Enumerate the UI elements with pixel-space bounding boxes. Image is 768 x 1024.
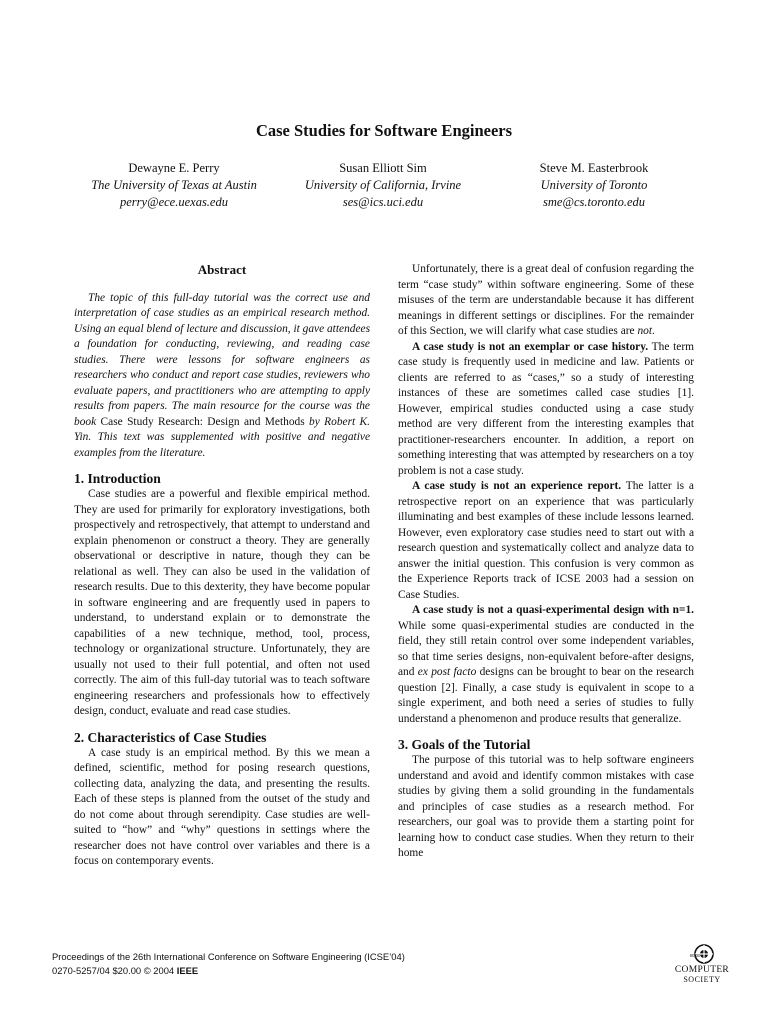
computer-society-logo: [672, 943, 732, 984]
svg-text:IEEE: IEEE: [690, 953, 701, 958]
emphasis-ex-post-facto: ex post facto: [417, 666, 477, 678]
experience-heading: A case study is not an experience report.: [412, 480, 622, 492]
introduction-paragraph: Case studies are a powerful and flexible empirical method. They are used for primarily for exploratory investigations, both prospectively and retrospectively, that attempt to understand and explain phenomenon or construct a theory. They are generally observational or descriptive in nature, though they can be relational as well. They can also be used in the validation of research results. Due to this dexterity, they have become popular in software engineering and are frequently used in papers to understand, to understand explain or to demonstrate the capabilities of a new technique, method, tool, process, technology or organizational structure. Unfortunately, they are usually not used to their full potential, and often not used correctly. The aim of this full-day tutorial was to teach software engineering researchers and professionals how to effectively design, conduct, evaluate and read case studies.: [74, 488, 370, 717]
left-column: [74, 262, 370, 870]
confusion-paragraph: Unfortunately, there is a great deal of confusion regarding the term “case study” within software engineering. Some of these misuses of the term are understandable because it has different meanings in different settings or disciplines. For the remainder of this Section, we will clarify what case studies are not.: [398, 263, 694, 337]
exemplar-heading: A case study is not an exemplar or case history.: [412, 340, 649, 353]
experience-text: The latter is a retrospective report on an experience that was particularly illuminating and best examples of these include lessons learned. However, even exploratory case studies need to start out with a research question and systematically collect and analyze data to answer the initial question. This confusion is very common as the Experience Reports track of ICSE 2003 had a session on Case Studies.: [398, 480, 694, 601]
quasi-experimental-heading: A case study is not a quasi-experimental design with n=1.: [412, 604, 694, 616]
logo-text-computer: COMPUTER: [674, 965, 730, 975]
abstract-heading: Abstract: [197, 262, 247, 277]
footer-ieee: IEEE: [176, 965, 199, 976]
author-affiliation: University of California, Irvine: [304, 178, 462, 192]
goals-paragraph: The purpose of this tutorial was to help software engineers understand and avoid and identify common mistakes with case studies by giving them a solid grounding in the fundamentals and principles of case studies as a research method. For researchers, our goal was to provide them a starting point for learning how to conduct case studies. When they return to their home: [398, 754, 694, 859]
abstract-text: The topic of this full-day tutorial was the correct use and interpretation of case studies as an empirical research method. Using an equal blend of lecture and discussion, it gave attendees a foundation for conducting, reviewing, and reading case studies. There were lessons for software engineers as researchers who conduct and report case studies, reviewers who evaluate papers, and practitioners who are attempting to apply results from papers. The main resource for the course was the book: [74, 291, 371, 428]
footer-proceedings: Proceedings of the 26th International Conference on Software Engineering (ICSE’04): [52, 951, 405, 962]
paper-title: Case Studies for Software Engineers: [255, 121, 513, 140]
quasi-experimental-paragraph: A case study is not a quasi-experimental design with n=1. While some quasi-experimental studies are conducted in the field, they still retain control over some independent variables, so that time series designs, non-equivalent before-after designs, and ex post facto designs can be brought to bear on the research question [2]. Finally, a case study is equivalent in scope to a single experiment, and both need a series of studies to fully understand a phenomenon and produce results that generalize.: [398, 604, 695, 725]
abstract-paragraph: [74, 291, 370, 462]
section-heading-introduction: 1. Introduction: [74, 471, 161, 486]
author-name: Dewayne E. Perry: [128, 161, 220, 175]
experience-paragraph: [398, 479, 694, 603]
section-heading-goals: 3. Goals of the Tutorial: [398, 737, 531, 752]
exemplar-paragraph: [398, 340, 694, 480]
logo-text-society: SOCIETY: [683, 975, 721, 984]
abstract-book-title: Case Study Research: Design and Methods: [100, 415, 305, 428]
author-3: [494, 160, 694, 211]
author-email: sme@cs.toronto.edu: [543, 195, 645, 209]
right-column: [398, 262, 694, 862]
ieee-computer-society-logo-icon: [689, 943, 715, 965]
characteristics-paragraph: A case study is an empirical method. By this we mean a defined, scientific, method for posing research questions, collecting data, analyzing the data, and presenting the results. Each of these steps is planned from the outset of the study and do not come about through serendipity. Case studies are well-suited to “how” and “why” questions in settings where the researcher does not have control over variables and there is a focus on contemporary events.: [74, 746, 370, 867]
section-heading-characteristics: 2. Characteristics of Case Studies: [74, 729, 267, 745]
abstract-text-end: by Robert K. Yin. This text was supplemented with positive and negative examples from the literature.: [74, 415, 370, 459]
author-email: ses@ics.uci.edu: [342, 195, 424, 209]
author-affiliation: University of Toronto: [540, 178, 648, 192]
author-name: Steve M. Easterbrook: [539, 161, 649, 175]
footer-copyright: 0270-5257/04 $20.00 © 2004 IEEE: [52, 965, 199, 976]
author-affiliation: The University of Texas at Austin: [91, 178, 257, 192]
author-email: perry@ece.uexas.edu: [120, 195, 228, 209]
author-2: [283, 160, 483, 211]
footer: [52, 950, 405, 978]
confusion-text: Unfortunately, there is a great deal of confusion regarding the term “case study” within software engineering. Some of these misuses of the term are understandable because it has different meanings in different settings or disciplines. For the remainder of this Section, we will clarify what case studies are: [398, 263, 694, 337]
author-1: [74, 160, 274, 211]
exemplar-text: The term case study is frequently used in medicine and law. Patients or clients are referred to as “cases,” so a study of interesting instances of these are sometimes called case studies [1]. However, empirical studies conducted using a case study method are very different from the interesting examples that practitioner-researchers encounter. In addition, a report on something interesting that was attempted by researchers on a toy problem is not a case study.: [398, 340, 694, 477]
emphasis-not: not: [637, 325, 653, 337]
author-name: Susan Elliott Sim: [339, 161, 427, 175]
